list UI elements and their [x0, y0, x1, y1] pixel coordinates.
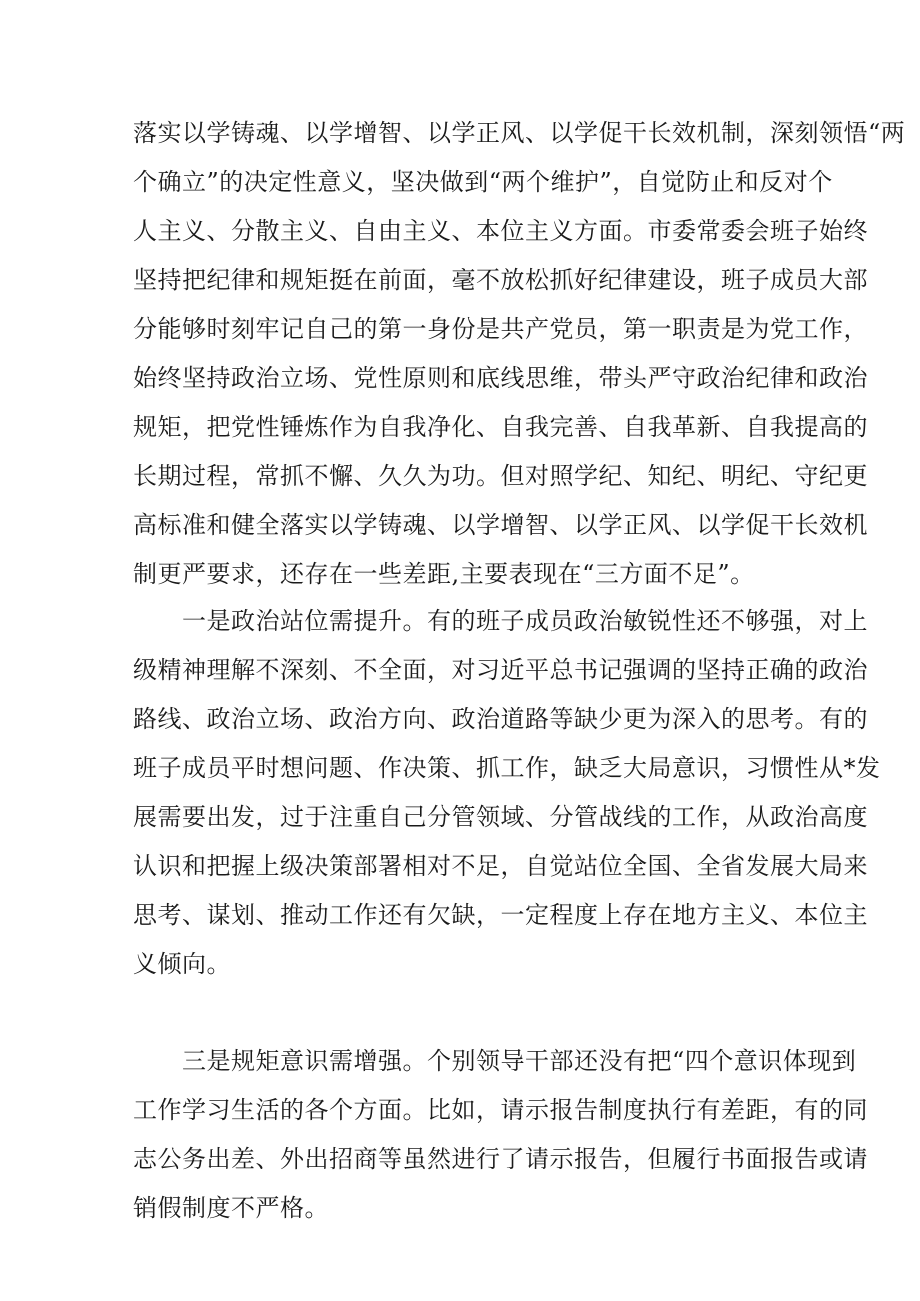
paragraph-discipline-overview	[133, 109, 906, 599]
text-line: 始终坚持政治立场、党性原则和底线思维，带头严守政治纪律和政治	[133, 364, 868, 392]
text-line: 销假制度不严格。	[133, 1194, 329, 1222]
text-line: 三是规矩意识需增强。个别领导干部还没有把“四个意识体现到	[133, 1047, 857, 1075]
paragraph-political-stance	[133, 597, 881, 989]
text-line: 个确立”的决定性意义，坚决做到“两个维护”，自觉防止和反对个	[133, 168, 833, 196]
text-line: 一是政治站位需提升。有的班子成员政治敏锐性还不够强，对上	[133, 607, 868, 635]
text-line: 路线、政治立场、政治方向、政治道路等缺少更为深入的思考。有的	[133, 705, 868, 733]
text-line: 规矩，把党性锤炼作为自我净化、自我完善、自我革新、自我提高的	[133, 413, 868, 441]
text-line: 义倾向。	[133, 950, 231, 978]
text-line: 坚持把纪律和规矩挺在前面，毫不放松抓好纪律建设，班子成员大部	[133, 266, 868, 294]
text-line: 展需要出发，过于注重自己分管领域、分管战线的工作，从政治高度	[133, 803, 868, 831]
text-line: 分能够时刻牢记自己的第一身份是共产党员，第一职责是为党工作，	[133, 315, 868, 343]
text-line: 认识和把握上级决策部署相对不足，自觉站位全国、全省发展大局来	[133, 852, 868, 880]
text-line: 思考、谋划、推动工作还有欠缺，一定程度上存在地方主义、本位主	[133, 901, 868, 929]
text-line: 长期过程，常抓不懈、久久为功。但对照学纪、知纪、明纪、守纪更	[133, 462, 868, 490]
text-line: 工作学习生活的各个方面。比如，请示报告制度执行有差距，有的同	[133, 1096, 868, 1124]
text-line: 志公务出差、外出招商等虽然进行了请示报告，但履行书面报告或请	[133, 1145, 868, 1173]
text-line: 人主义、分散主义、自由主义、本位主义方面。市委常委会班子始终	[133, 217, 868, 245]
text-line: 高标准和健全落实以学铸魂、以学增智、以学正风、以学促干长效机	[133, 511, 868, 539]
paragraph-rules-awareness	[133, 1037, 868, 1233]
text-line: 级精神理解不深刻、不全面，对习近平总书记强调的坚持正确的政治	[133, 656, 868, 684]
text-line: 制更严要求，还存在一些差距,主要表现在“三方面不足”。	[133, 560, 755, 588]
text-line: 班子成员平时想问题、作决策、抓工作，缺乏大局意识，习惯性从*发	[133, 754, 881, 782]
text-line: 落实以学铸魂、以学增智、以学正风、以学促干长效机制，深刻领悟“两	[133, 119, 906, 147]
